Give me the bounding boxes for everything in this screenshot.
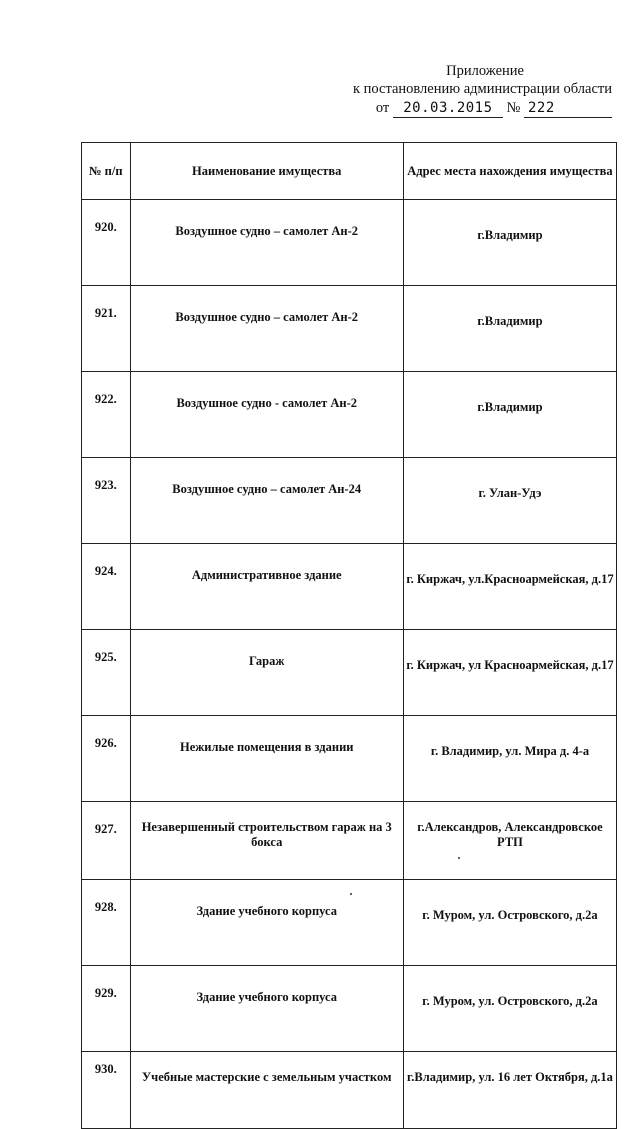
date-prefix: от (375, 100, 390, 116)
property-name: Здание учебного корпуса (130, 880, 403, 966)
property-name: Воздушное судно - самолет Ан-2 (130, 372, 403, 458)
row-number: 929. (82, 966, 131, 1052)
row-number: 925. (82, 630, 131, 716)
scan-speck (350, 893, 352, 895)
scan-speck (458, 857, 460, 859)
property-table (81, 142, 617, 1129)
table-row (82, 372, 617, 458)
document-header (312, 62, 612, 118)
property-address: г. Владимир, ул. Мира д. 4-а (403, 716, 616, 802)
property-name: Воздушное судно – самолет Ан-2 (130, 200, 403, 286)
property-name: Воздушное судно – самолет Ан-2 (130, 286, 403, 372)
row-number: 930. (82, 1052, 131, 1129)
table-row (82, 286, 617, 372)
row-number: 920. (82, 200, 131, 286)
property-name: Воздушное судно – самолет Ан-24 (130, 458, 403, 544)
resolution-reference: к постановлению администрации области (352, 81, 612, 97)
property-address: г.Владимир (403, 286, 616, 372)
table-row (82, 200, 617, 286)
property-name: Гараж (130, 630, 403, 716)
row-number: 921. (82, 286, 131, 372)
row-number: 924. (82, 544, 131, 630)
handwritten-date: 20.03.2015 (393, 99, 503, 118)
column-header-name: Наименование имущества (130, 143, 403, 200)
handwritten-number: 222 (524, 99, 612, 118)
column-header-number: № п/п (82, 143, 131, 200)
property-name: Здание учебного корпуса (130, 966, 403, 1052)
property-address: г.Владимир, ул. 16 лет Октября, д.1а (403, 1052, 616, 1129)
number-prefix: № (506, 100, 521, 116)
table-row (82, 458, 617, 544)
table-row (82, 716, 617, 802)
property-address: г.Владимир (403, 372, 616, 458)
column-header-address: Адрес места нахождения имущества (403, 143, 616, 200)
property-name: Нежилые помещения в здании (130, 716, 403, 802)
property-name: Учебные мастерские с земельным участком (130, 1052, 403, 1129)
row-number: 923. (82, 458, 131, 544)
row-number: 927. (82, 802, 131, 880)
row-number: 928. (82, 880, 131, 966)
property-address: г. Киржач, ул Красноармейская, д.17 (403, 630, 616, 716)
row-number: 926. (82, 716, 131, 802)
row-number: 922. (82, 372, 131, 458)
table-row (82, 802, 617, 880)
property-name: Незавершенный строительством гараж на 3 бокса (130, 802, 403, 880)
table-row (82, 544, 617, 630)
table-row (82, 1052, 617, 1129)
table-row (82, 880, 617, 966)
property-address: г. Муром, ул. Островского, д.2а (403, 880, 616, 966)
property-address: г. Киржач, ул.Красноармейская, д.17 (403, 544, 616, 630)
table-row (82, 966, 617, 1052)
property-address: г.Владимир (403, 200, 616, 286)
table-row (82, 630, 617, 716)
appendix-title: Приложение (446, 63, 524, 79)
property-address: г.Александров, Александровское РТП (403, 802, 616, 880)
property-address: г. Улан-Удэ (403, 458, 616, 544)
table-header-row (82, 143, 617, 200)
property-address: г. Муром, ул. Островского, д.2а (403, 966, 616, 1052)
date-number-line (312, 99, 612, 118)
property-name: Административное здание (130, 544, 403, 630)
